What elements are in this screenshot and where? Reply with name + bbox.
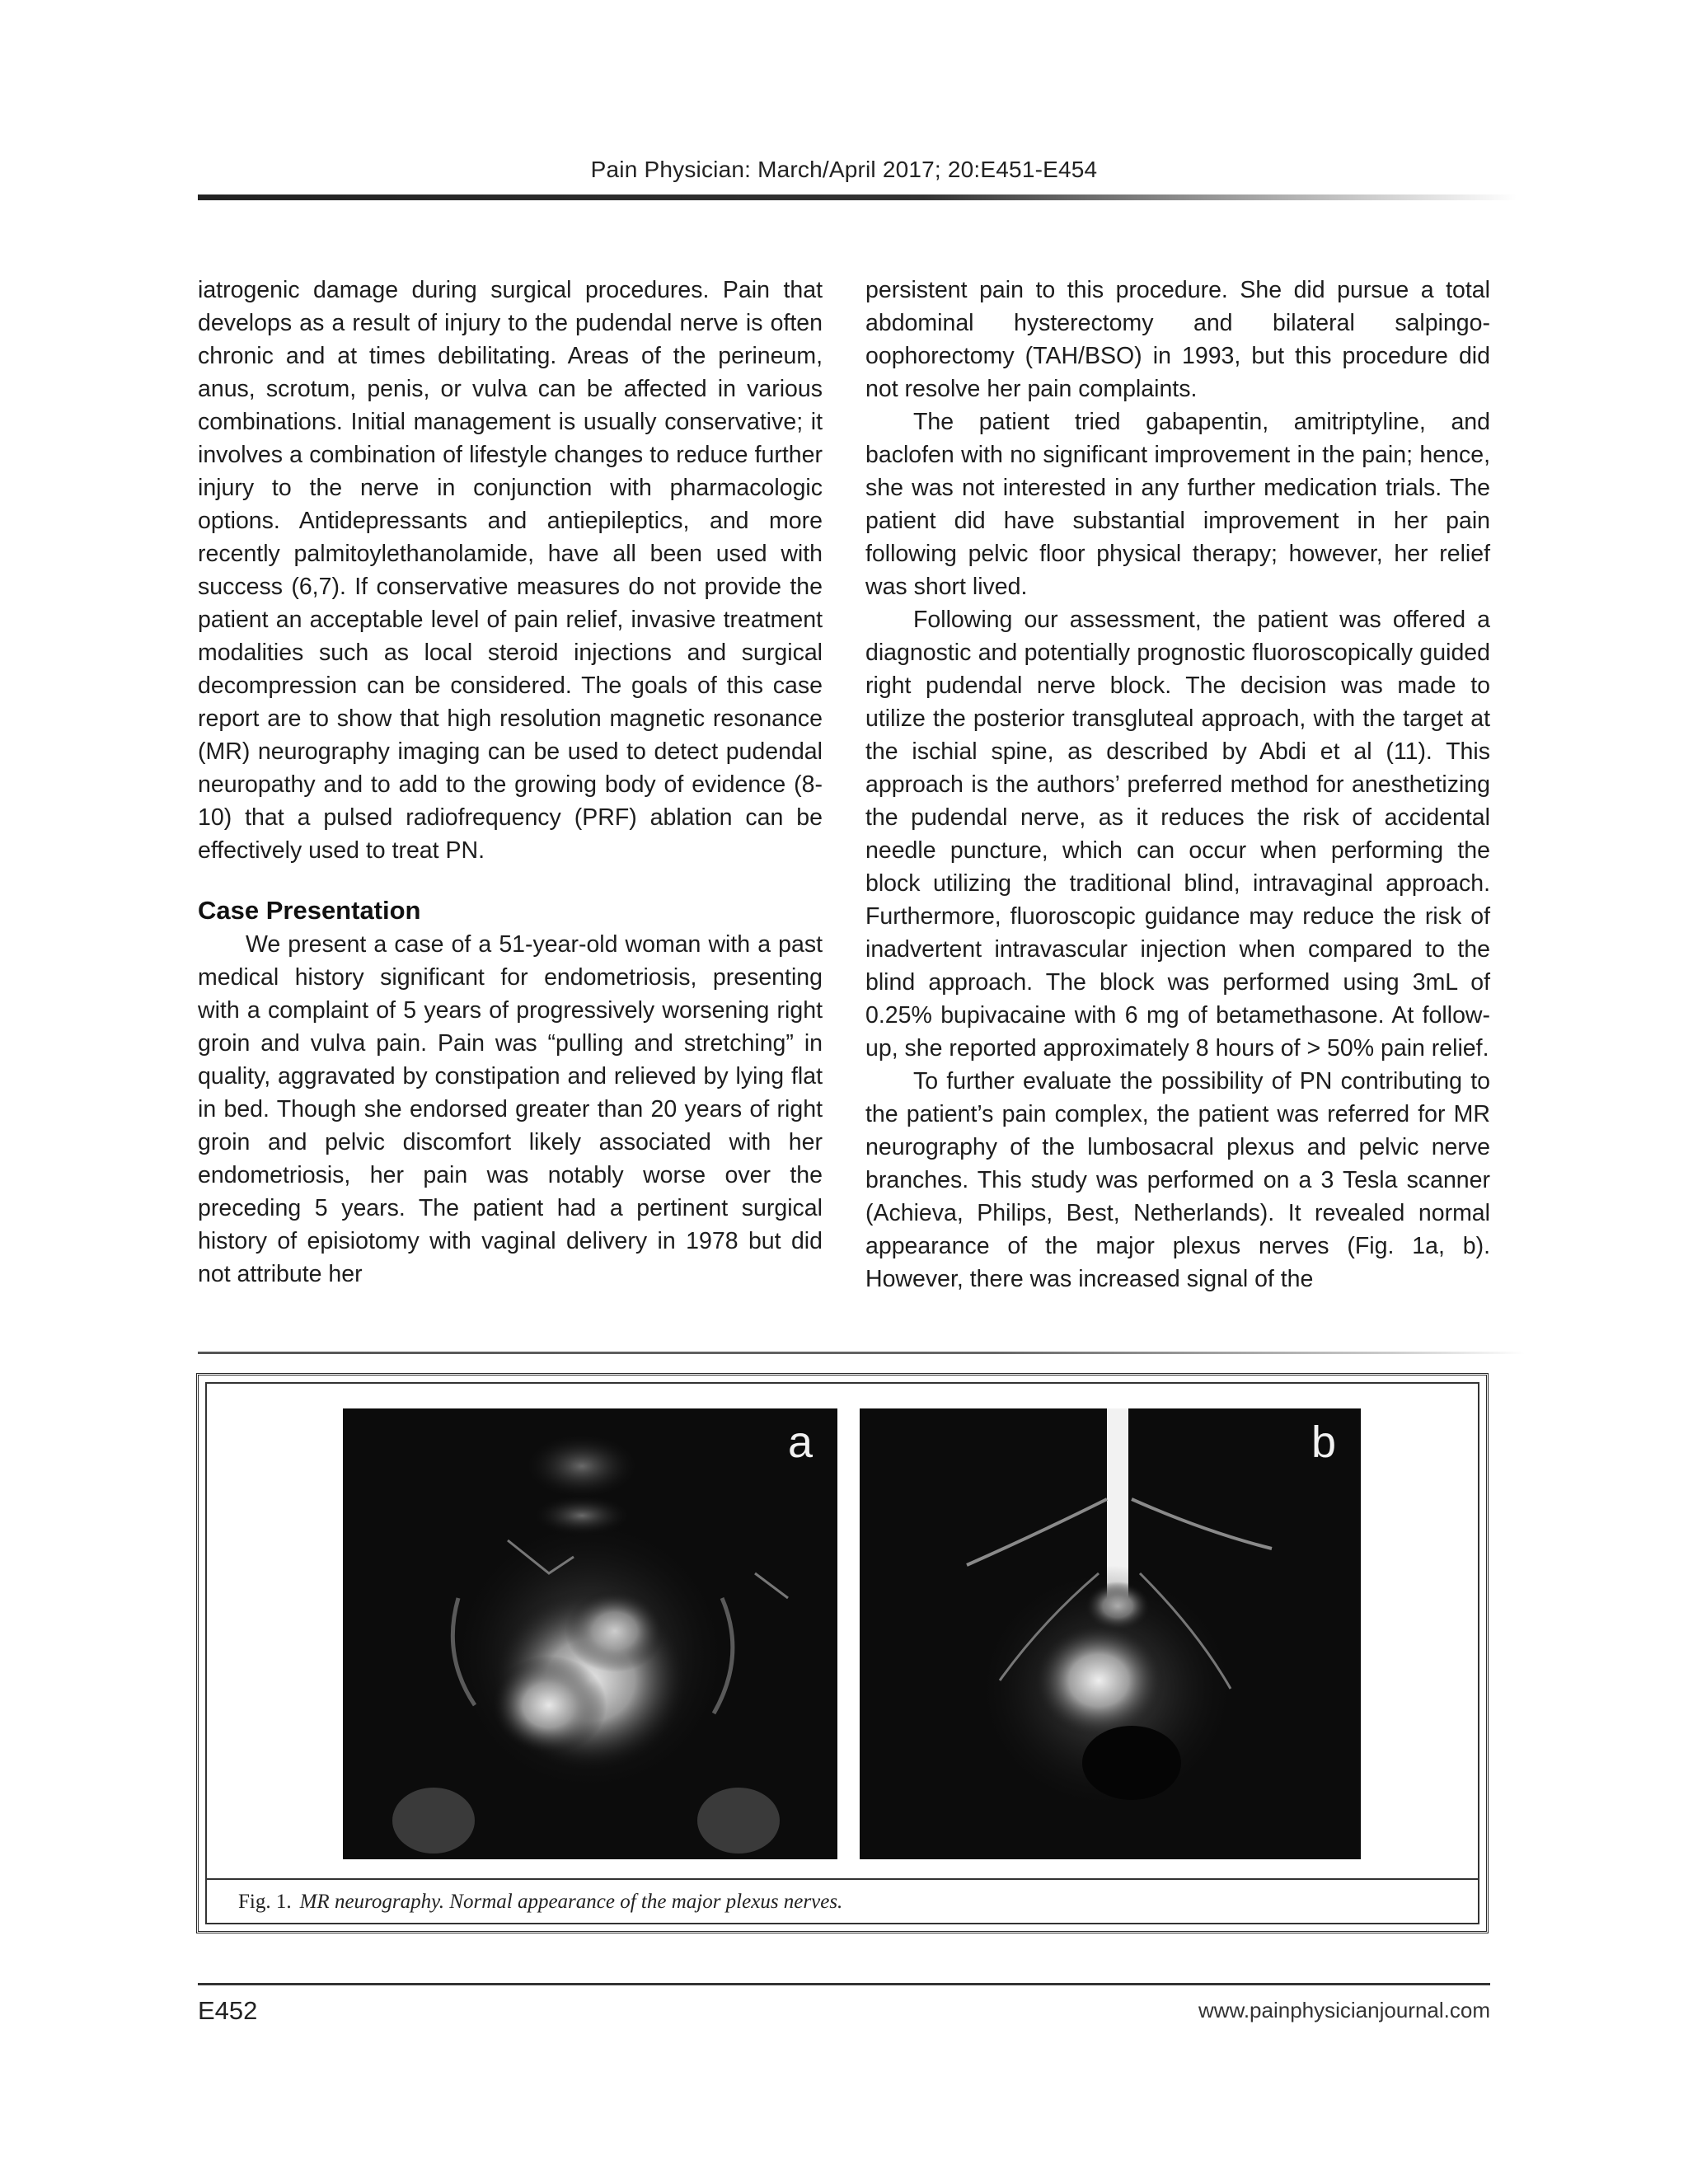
figure-caption (238, 1891, 842, 1914)
mri-image-a (343, 1408, 837, 1859)
figure-frame (205, 1382, 1479, 1924)
panel-label-a: a (787, 1418, 813, 1467)
section-heading: Case Presentation (198, 896, 421, 925)
caption-label: Fig. 1. (238, 1891, 292, 1913)
mri-a-graphic (343, 1408, 837, 1859)
footer-rule (198, 1983, 1490, 1985)
panel-label-b: b (1311, 1418, 1336, 1467)
figure-1 (196, 1373, 1489, 1933)
right-paragraph-4: To further evaluate the possibility of PN contributing to the patient’s pain complex, the patient was referred for MR neurography of the lumbosacral plexus and pelvic nerve branches. This study was performed on a 3 Tesla scanner (Achieva, Philips, Best, Netherlands). It revealed normal appearance of the major plexus nerves (Fig. 1a, b). However, there was increased signal of the (865, 1068, 1490, 1292)
intro-paragraph: iatrogenic damage during surgical procedures. Pain that develops as a result of injury to the pudendal nerve is often chronic and at times debilitating. Areas of the perineum, anus, scrotum, penis, or vulva can be affected in various combinations. Initial management is usually conservative; it involves a combination of lifestyle changes to reduce further injury to the nerve in conjunction with pharmacologic options. Antidepressants and antiepileptics, and more recently palmitoylethanolamide, have all been used with success (6,7). If conservative measures do not provide the patient an acceptable level of pain relief, invasive treatment modalities such as local steroid injections and surgical decompression can be considered. The goals of this case report are to show that high resolution magnetic resonance (MR) neurography imaging can be used to detect pudendal neuropathy and to add to the growing body of evidence (8-10) that a pulsed radiofrequency (PRF) ablation can be effectively used to treat PN. (198, 277, 823, 864)
left-column (198, 274, 823, 1291)
case-paragraph: We present a case of a 51-year-old woman with a past medical history significant for endometriosis, presenting with a complaint of 5 years of progressively worsening right groin and vulva pain. Pain was “pulling and stretching” in quality, aggravated by constipation and relieved by lying flat in bed. Though she endorsed greater than 20 years of right groin and pelvic discomfort likely associated with her endometriosis, her pain was notably worse over the preceding 5 years. The patient had a pertinent surgical history of episiotomy with vaginal delivery in 1978 but did not attribute her (198, 931, 823, 1287)
right-paragraph-2: The patient tried gabapentin, amitriptyline, and baclofen with no significant improvement in the pain; hence, she was not interested in any further medication trials. The patient did have substantial improvement in her pain following pelvic floor physical therapy; however, her relief was short lived. (865, 409, 1490, 600)
right-paragraph-3: Following our assessment, the patient was offered a diagnostic and potentially prognostic fluoroscopically guided right pudendal nerve block. The decision was made to utilize the posterior transgluteal approach, with the target at the ischial spine, as described by Abdi et al (11). This approach is the authors’ preferred method for anesthetizing the pudendal nerve, as it reduces the risk of accidental needle puncture, which can occur when performing the block utilizing the traditional blind, intravaginal approach. Furthermore, fluoroscopic guidance may reduce the risk of inadvertent intravascular injection when compared to the blind approach. The block was performed using 3mL of 0.25% bupivacaine with 6 mg of betamethasone. At follow-up, she reported approximately 8 hours of > 50% pain relief. (865, 607, 1490, 1062)
caption-divider (207, 1878, 1478, 1880)
section-rule (198, 1352, 1525, 1354)
caption-text: MR neurography. Normal appearance of the major plexus nerves. (299, 1891, 843, 1913)
mri-b-graphic (860, 1408, 1361, 1859)
page-number: E452 (198, 1996, 258, 2025)
header-rule (198, 194, 1517, 200)
mri-image-b (860, 1408, 1361, 1859)
running-head: Pain Physician: March/April 2017; 20:E451-E454 (590, 157, 1098, 182)
journal-url[interactable]: www.painphysicianjournal.com (1198, 1998, 1490, 2022)
right-paragraph-1: persistent pain to this procedure. She did pursue a total abdominal hysterectomy and bilateral salpingo-oophorectomy (TAH/BSO) in 1993, but this procedure did not resolve her pain complaints. (865, 277, 1490, 402)
right-column (865, 274, 1490, 1296)
